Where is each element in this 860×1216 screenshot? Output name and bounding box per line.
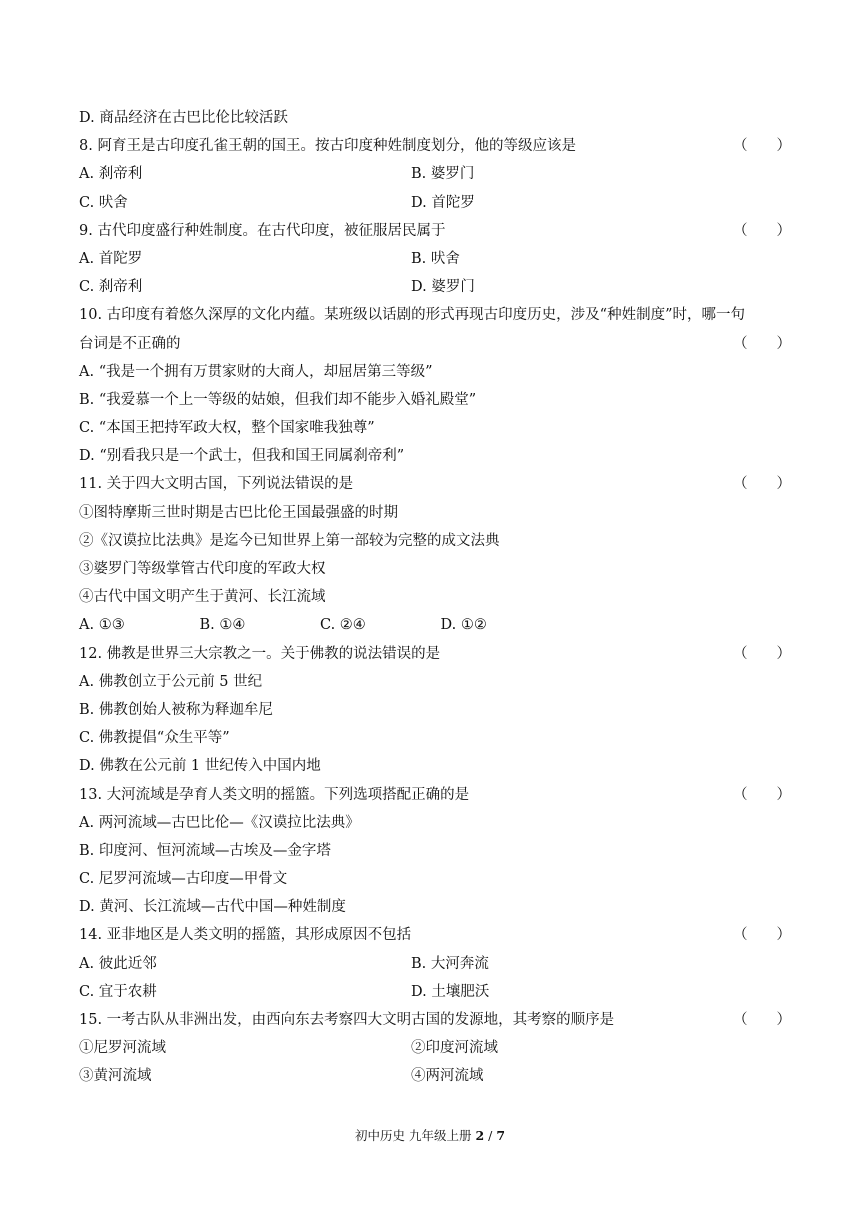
q14-option-d: D. 土壤肥沃 xyxy=(411,983,490,1000)
q11-option-a: A. ①③ xyxy=(79,617,125,634)
page-number-total: 7 xyxy=(496,1128,506,1143)
q10-option-b: B. “我爱慕一个上一等级的姑娘，但我们却不能步入婚礼殿堂” xyxy=(79,391,477,408)
q8-options-row2 xyxy=(79,189,783,217)
q8-options-row1 xyxy=(79,160,783,188)
q14-options-row2 xyxy=(79,978,783,1006)
q8-option-b: B. 婆罗门 xyxy=(411,166,475,183)
question-14 xyxy=(79,921,791,949)
answer-bracket: （ ） xyxy=(733,927,791,944)
q15-stem: 15. 一考古队从非洲出发，由西向东去考察四大文明古国的发源地，其考察的顺序是 xyxy=(79,1012,615,1028)
answer-bracket: （ ） xyxy=(733,786,791,803)
q15-item-2: ②印度河流域 xyxy=(411,1040,498,1057)
question-10 xyxy=(79,330,791,358)
q12-option-d: D. 佛教在公元前 1 世纪传入中国内地 xyxy=(79,758,321,775)
q9-option-b: B. 吠舍 xyxy=(411,250,460,267)
q15-item-3: ③黄河流域 xyxy=(79,1068,152,1085)
q8-option-a: A. 刹帝利 xyxy=(79,166,143,183)
q7-option-d: D. 商品经济在古巴比伦比较活跃 xyxy=(79,110,288,126)
q11-option-d: D. ①② xyxy=(440,617,487,634)
exam-content xyxy=(79,104,791,1091)
answer-bracket: （ ） xyxy=(733,1012,791,1028)
q12-stem: 12. 佛教是世界三大宗教之一。关于佛教的说法错误的是 xyxy=(79,645,441,662)
q11-options xyxy=(79,611,783,639)
q12-option-b: B. 佛教创始人被称为释迦牟尼 xyxy=(79,701,273,718)
q13-stem: 13. 大河流域是孕育人类文明的摇篮。下列选项搭配正确的是 xyxy=(79,786,470,803)
q10-option-c: C. “本国王把持军政大权，整个国家唯我独尊” xyxy=(79,420,375,437)
answer-bracket: （ ） xyxy=(733,222,791,239)
q10-stem-line2: 台词是不正确的 xyxy=(79,335,181,352)
q10-stem-line1: 10. 古印度有着悠久深厚的文化内蕴。某班级以话剧的形式再现古印度历史，涉及“种姓制度”时，哪一句 xyxy=(79,307,745,324)
q13-option-a: A. 两河流域—古巴比伦—《汉谟拉比法典》 xyxy=(79,814,360,831)
q9-option-a: A. 首陀罗 xyxy=(79,250,143,267)
q11-statement-1: ①图特摩斯三世时期是古巴比伦王国最强盛的时期 xyxy=(79,504,398,521)
q14-option-a: A. 彼此近邻 xyxy=(79,955,157,972)
q11-statement-2: ②《汉谟拉比法典》是迄今已知世界上第一部较为完整的成文法典 xyxy=(79,532,500,549)
q12-option-a: A. 佛教创立于公元前 5 世纪 xyxy=(79,673,263,690)
q14-option-b: B. 大河奔流 xyxy=(411,955,489,972)
q15-item-4: ④两河流域 xyxy=(411,1068,484,1085)
q9-option-d: D. 婆罗门 xyxy=(411,279,475,296)
page-number-separator: / xyxy=(484,1128,497,1143)
q8-option-d: D. 首陀罗 xyxy=(411,194,475,211)
q11-option-c: C. ②④ xyxy=(320,617,366,634)
q15-item-1: ①尼罗河流域 xyxy=(79,1040,166,1057)
answer-bracket: （ ） xyxy=(733,476,791,493)
q9-options-row2 xyxy=(79,273,783,301)
page-number-current: 2 xyxy=(475,1128,485,1143)
question-8 xyxy=(79,132,791,160)
q11-option-b: B. ①④ xyxy=(199,617,246,634)
page-footer xyxy=(0,1126,860,1146)
q15-items-row1 xyxy=(79,1034,783,1062)
q14-options-row1 xyxy=(79,950,783,978)
q13-option-b: B. 印度河、恒河流域—古埃及—金字塔 xyxy=(79,842,331,859)
answer-bracket: （ ） xyxy=(733,645,791,662)
answer-bracket: （ ） xyxy=(733,335,791,352)
question-11 xyxy=(79,470,791,498)
q8-stem: 8. 阿育王是古印度孔雀王朝的国王。按古印度种姓制度划分，他的等级应该是 xyxy=(79,138,576,155)
q12-option-c: C. 佛教提倡“众生平等” xyxy=(79,730,230,747)
q15-items-row2 xyxy=(79,1062,783,1090)
question-9 xyxy=(79,217,791,245)
q8-option-c: C. 吠舍 xyxy=(79,194,128,211)
q13-option-c: C. 尼罗河流域—古印度—甲骨文 xyxy=(79,871,288,888)
q11-stem: 11. 关于四大文明古国，下列说法错误的是 xyxy=(79,476,354,493)
q10-option-d: D. “别看我只是一个武士，但我和国王同属刹帝利” xyxy=(79,448,405,465)
q9-stem: 9. 古代印度盛行种姓制度。在古代印度，被征服居民属于 xyxy=(79,222,446,239)
answer-bracket: （ ） xyxy=(733,138,791,155)
q9-options-row1 xyxy=(79,245,783,273)
question-15 xyxy=(79,1006,791,1034)
q14-stem: 14. 亚非地区是人类文明的摇篮，其形成原因不包括 xyxy=(79,927,412,944)
q14-option-c: C. 宜于农耕 xyxy=(79,983,157,1000)
q13-option-d: D. 黄河、长江流域—古代中国—种姓制度 xyxy=(79,899,346,916)
question-13 xyxy=(79,781,791,809)
footer-label: 初中历史 九年级上册 xyxy=(354,1128,476,1143)
q11-statement-4: ④古代中国文明产生于黄河、长江流域 xyxy=(79,589,326,606)
q10-option-a: A. “我是一个拥有万贯家财的大商人，却屈居第三等级” xyxy=(79,363,433,380)
q11-statement-3: ③婆罗门等级掌管古代印度的军政大权 xyxy=(79,561,326,577)
question-12 xyxy=(79,640,791,668)
q9-option-c: C. 刹帝利 xyxy=(79,279,143,296)
